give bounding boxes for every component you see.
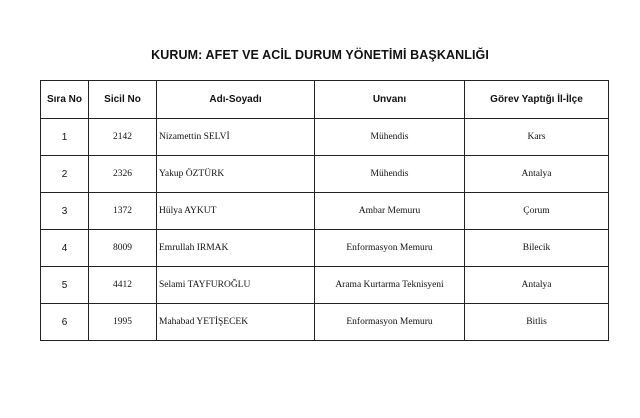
cell-unvani: Arama Kurtarma Teknisyeni xyxy=(315,267,465,304)
document-title: KURUM: AFET VE ACİL DURUM YÖNETİMİ BAŞKANLIĞI xyxy=(151,48,489,62)
header-adi-soyadi: Adı-Soyadı xyxy=(157,81,315,119)
cell-adi-soyadi: Mahabad YETİŞECEK xyxy=(157,304,315,341)
cell-gorev-yeri: Bitlis xyxy=(465,304,609,341)
cell-gorev-yeri: Kars xyxy=(465,119,609,156)
cell-adi-soyadi: Selami TAYFUROĞLU xyxy=(157,267,315,304)
cell-adi-soyadi: Yakup ÖZTÜRK xyxy=(157,156,315,193)
table-row xyxy=(41,119,609,156)
table-row xyxy=(41,193,609,230)
cell-sira-no: 1 xyxy=(41,119,89,156)
cell-sira-no: 5 xyxy=(41,267,89,304)
cell-gorev-yeri: Bilecik xyxy=(465,230,609,267)
cell-adi-soyadi: Emrullah IRMAK xyxy=(157,230,315,267)
cell-unvani: Enformasyon Memuru xyxy=(315,230,465,267)
cell-sicil-no: 2142 xyxy=(89,119,157,156)
cell-sicil-no: 4412 xyxy=(89,267,157,304)
cell-gorev-yeri: Antalya xyxy=(465,156,609,193)
header-sicil-no: Sicil No xyxy=(89,81,157,119)
table-header-row xyxy=(41,81,609,119)
cell-sicil-no: 8009 xyxy=(89,230,157,267)
header-sira-no: Sıra No xyxy=(41,81,89,119)
table-row xyxy=(41,156,609,193)
table-row xyxy=(41,267,609,304)
header-gorev-yeri: Görev Yaptığı İl-İlçe xyxy=(465,81,609,119)
cell-sira-no: 3 xyxy=(41,193,89,230)
cell-sicil-no: 1372 xyxy=(89,193,157,230)
cell-unvani: Enformasyon Memuru xyxy=(315,304,465,341)
cell-gorev-yeri: Çorum xyxy=(465,193,609,230)
cell-sira-no: 4 xyxy=(41,230,89,267)
table-row xyxy=(41,230,609,267)
cell-adi-soyadi: Hülya AYKUT xyxy=(157,193,315,230)
table-row xyxy=(41,304,609,341)
personnel-table xyxy=(40,80,609,341)
cell-sicil-no: 2326 xyxy=(89,156,157,193)
header-unvani: Unvanı xyxy=(315,81,465,119)
cell-sicil-no: 1995 xyxy=(89,304,157,341)
cell-sira-no: 6 xyxy=(41,304,89,341)
cell-unvani: Mühendis xyxy=(315,156,465,193)
cell-gorev-yeri: Antalya xyxy=(465,267,609,304)
cell-unvani: Mühendis xyxy=(315,119,465,156)
cell-unvani: Ambar Memuru xyxy=(315,193,465,230)
cell-adi-soyadi: Nizamettin SELVİ xyxy=(157,119,315,156)
cell-sira-no: 2 xyxy=(41,156,89,193)
